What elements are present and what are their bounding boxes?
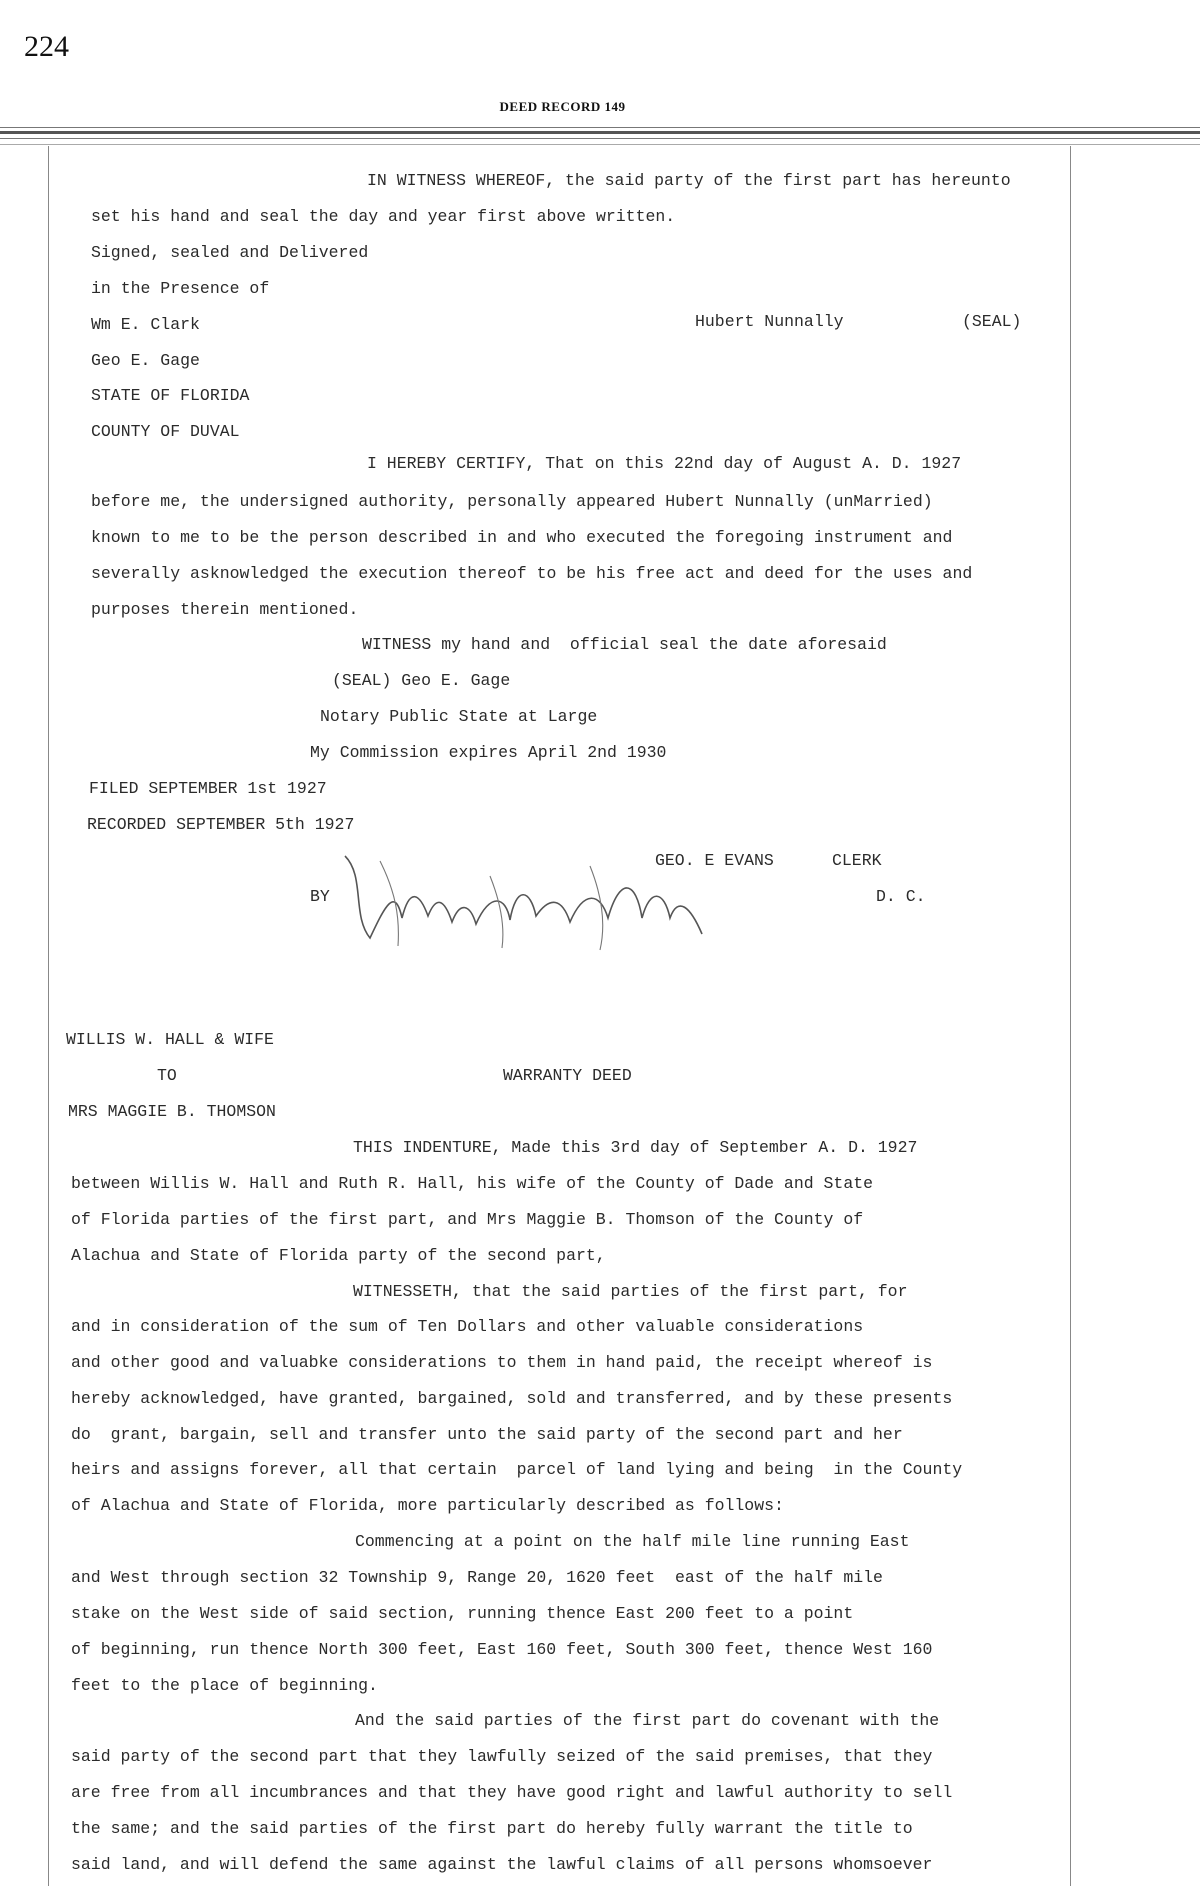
header-rule-faint xyxy=(0,144,1200,145)
text-line: between Willis W. Hall and Ruth R. Hall, his wife of the County of Dade and State xyxy=(71,1174,874,1193)
text-line: WITNESSETH, that the said parties of the first part, for xyxy=(353,1282,908,1301)
header-rule-bottom xyxy=(0,138,1200,139)
text-line: WILLIS W. HALL & WIFE xyxy=(66,1030,274,1049)
text-line: of beginning, run thence North 300 feet, East 160 feet, South 300 feet, thence West 160 xyxy=(71,1640,933,1659)
text-line: IN WITNESS WHEREOF, the said party of the first part has hereunto xyxy=(367,171,1011,190)
text-line: GEO. E EVANS xyxy=(655,851,774,870)
text-line: STATE OF FLORIDA xyxy=(91,386,250,405)
text-line: said party of the second part that they lawfully seized of the said premises, that they xyxy=(71,1747,933,1766)
right-margin-line xyxy=(1070,146,1071,1886)
text-line: Wm E. Clark xyxy=(91,315,200,334)
text-line: BY xyxy=(310,887,330,906)
text-line: and in consideration of the sum of Ten Dollars and other valuable considerations xyxy=(71,1317,864,1336)
text-line: (SEAL) xyxy=(962,312,1022,331)
text-line: of Florida parties of the first part, and Mrs Maggie B. Thomson of the County of xyxy=(71,1210,864,1229)
text-line: in the Presence of xyxy=(91,279,270,298)
text-line: COUNTY OF DUVAL xyxy=(91,422,240,441)
running-head: DEED RECORD 149 xyxy=(499,99,626,114)
text-line: (SEAL) Geo E. Gage xyxy=(332,671,511,690)
text-line: and other good and valuabke considerations to them in hand paid, the receipt whereof is xyxy=(71,1353,933,1372)
text-line: of Alachua and State of Florida, more particularly described as follows: xyxy=(71,1496,784,1515)
text-line: And the said parties of the first part do covenant with the xyxy=(355,1711,940,1730)
text-line: Notary Public State at Large xyxy=(320,707,598,726)
clerk-signature xyxy=(340,846,710,956)
text-line: I HEREBY CERTIFY, That on this 22nd day of August A. D. 1927 xyxy=(367,454,962,473)
text-line: known to me to be the person described in and who executed the foregoing instrument and xyxy=(91,528,953,547)
header-rule-main xyxy=(0,131,1200,134)
text-line: Signed, sealed and Delivered xyxy=(91,243,369,262)
text-line: severally asknowledged the execution thereof to be his free act and deed for the uses and xyxy=(91,564,973,583)
text-line: Commencing at a point on the half mile line running East xyxy=(355,1532,910,1551)
text-line: set his hand and seal the day and year first above written. xyxy=(91,207,676,226)
text-line: are free from all incumbrances and that they have good right and lawful authority to sell xyxy=(71,1783,953,1802)
text-line: and West through section 32 Township 9, Range 20, 1620 feet east of the half mile xyxy=(71,1568,883,1587)
page-number: 224 xyxy=(24,30,69,63)
text-line: said land, and will defend the same against the lawful claims of all persons whomsoever xyxy=(71,1855,933,1874)
text-line: hereby acknowledged, have granted, bargained, sold and transferred, and by these presents xyxy=(71,1389,953,1408)
text-line: Geo E. Gage xyxy=(91,351,200,370)
text-line: Alachua and State of Florida party of the second part, xyxy=(71,1246,606,1265)
text-line: purposes therein mentioned. xyxy=(91,600,359,619)
text-line: feet to the place of beginning. xyxy=(71,1676,378,1695)
text-line: TO xyxy=(157,1066,177,1085)
text-line: D. C. xyxy=(876,887,926,906)
text-line: heirs and assigns forever, all that certain parcel of land lying and being in the County xyxy=(71,1460,963,1479)
text-line: do grant, bargain, sell and transfer unto the said party of the second part and her xyxy=(71,1425,903,1444)
left-margin-line xyxy=(48,146,49,1886)
text-line: Hubert Nunnally xyxy=(695,312,844,331)
text-line: My Commission expires April 2nd 1930 xyxy=(310,743,667,762)
text-line: THIS INDENTURE, Made this 3rd day of September A. D. 1927 xyxy=(353,1138,918,1157)
text-line: FILED SEPTEMBER 1st 1927 xyxy=(89,779,327,798)
text-line: stake on the West side of said section, running thence East 200 feet to a point xyxy=(71,1604,854,1623)
text-line: CLERK xyxy=(832,851,882,870)
text-line: MRS MAGGIE B. THOMSON xyxy=(68,1102,276,1121)
header-rule-top xyxy=(0,127,1200,128)
text-line: RECORDED SEPTEMBER 5th 1927 xyxy=(87,815,355,834)
text-line: WITNESS my hand and official seal the date aforesaid xyxy=(362,635,887,654)
text-line: the same; and the said parties of the first part do hereby fully warrant the title to xyxy=(71,1819,913,1838)
text-line: WARRANTY DEED xyxy=(503,1066,632,1085)
text-line: before me, the undersigned authority, personally appeared Hubert Nunnally (unMarried) xyxy=(91,492,933,511)
